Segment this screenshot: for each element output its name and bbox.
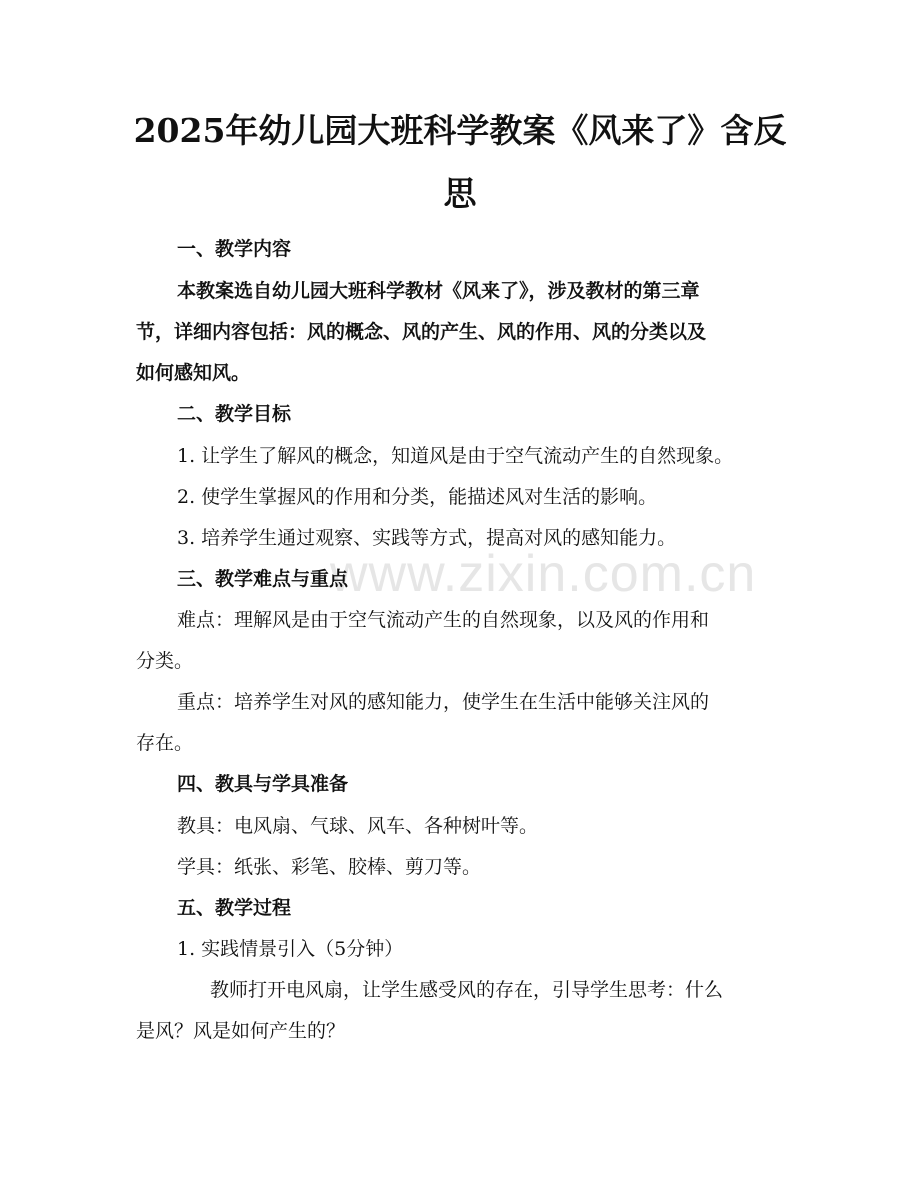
- difficulty-line-2: 分类。: [136, 650, 194, 672]
- student-tools-text: 学具：纸张、彩笔、胶棒、剪刀等。: [177, 856, 482, 878]
- content-paragraph-line-1: 本教案选自幼儿园大班科学教材《风来了》，涉及教材的第三章: [177, 280, 700, 302]
- process-step-1-line-2: 是风？风是如何产生的？: [136, 1020, 346, 1042]
- section-heading-materials: 四、教具与学具准备: [177, 773, 349, 795]
- section-heading-process: 五、教学过程: [177, 897, 292, 919]
- difficulty-line-1: 难点：理解风是由于空气流动产生的自然现象，以及风的作用和: [177, 609, 710, 631]
- section-heading-difficulty-key: 三、教学难点与重点: [177, 568, 349, 590]
- content-paragraph-line-3: 如何感知风。: [136, 362, 251, 384]
- document-title-line-1: 2025年幼儿园大班科学教案《风来了》含反: [133, 111, 787, 150]
- key-point-line-2: 存在。: [136, 732, 194, 754]
- section-heading-objectives: 二、教学目标: [177, 403, 292, 425]
- objective-item-1: 1. 让学生了解风的概念，知道风是由于空气流动产生的自然现象。: [177, 445, 734, 467]
- watermark: www.zixin.com.cn: [330, 545, 757, 603]
- document-title-line-2: 思: [443, 174, 477, 213]
- objective-item-3: 3. 培养学生通过观察、实践等方式，提高对风的感知能力。: [177, 527, 677, 549]
- section-heading-content: 一、教学内容: [177, 238, 292, 260]
- objective-item-2: 2. 使学生掌握风的作用和分类，能描述风对生活的影响。: [177, 486, 658, 508]
- process-step-1-line-1: 教师打开电风扇，让学生感受风的存在，引导学生思考：什么: [210, 979, 724, 1001]
- content-paragraph-line-2: 节，详细内容包括：风的概念、风的产生、风的作用、风的分类以及: [136, 321, 707, 343]
- key-point-line-1: 重点：培养学生对风的感知能力，使学生在生活中能够关注风的: [177, 691, 710, 713]
- teacher-tools-text: 教具：电风扇、气球、风车、各种树叶等。: [177, 815, 539, 837]
- process-step-1-title: 1. 实践情景引入（5分钟）: [177, 938, 404, 960]
